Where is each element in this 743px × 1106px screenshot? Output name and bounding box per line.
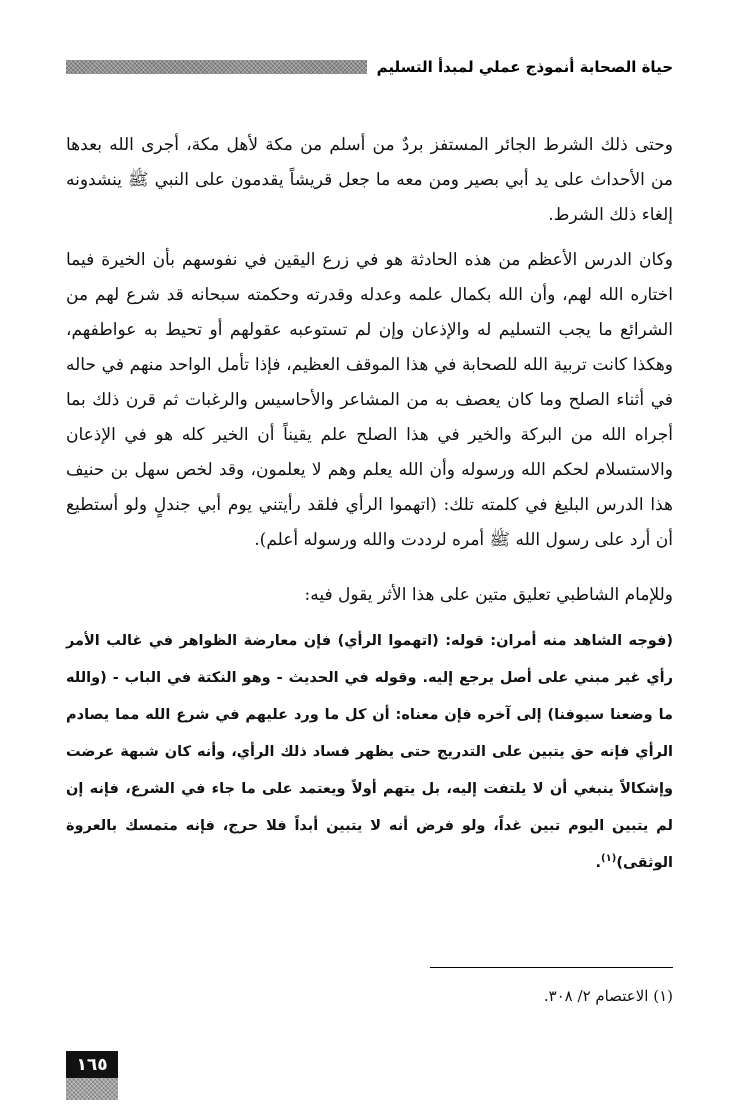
header-decorative-bar: [66, 60, 367, 74]
footnote: (١) الاعتصام ٢/ ٣٠٨.: [543, 987, 673, 1005]
page-body: [66, 128, 673, 882]
paragraph-2: وكان الدرس الأعظم من هذه الحادثة هو في زرع اليقين في نفوسهم بأن الخيرة فيما اختاره الله لهم، وأن الله بكمال علمه وعدله وقدرته وحكمته سبحانه قد شرع لهم من الشرائع ما يجب التسليم له والإذعان وإن لم تستوعبه عقولهم أو تحيط به عواطفهم، وهكذا كانت تربية الله للصحابة في هذا الموقف العظيم، فإذا تأمل الواحد منهم في حاله في أثناء الصلح وما كان يعصف به من المشاعر والأحاسيس والرغبات ثم قرن ذلك بما أجراه الله من البركة والخير في هذا الصلح علم يقيناً أن الخير كله هو في الإذعان والاستسلام لحكم الله ورسوله وأن الله يعلم وهم لا يعلمون، وقد لخص سهل بن حنيف هذا الدرس البليغ في كلمته تلك: (اتهموا الرأي فلقد رأيتني يوم أبي جندلٍ ولو أستطيع أن أرد على رسول الله ﷺ أمره لرددت والله ورسوله أعلم).: [66, 250, 673, 550]
page-number: ١٦٥: [66, 1051, 118, 1078]
quote-end: .: [595, 855, 602, 871]
quote-text: (فوجه الشاهد منه أمران: قوله: (اتهموا الرأي) فإن معارضة الظواهر في غالب الأمر رأي غير مبني على أصل يرجع إليه. وقوله في الحديث - وهو النكتة في الباب - (والله ما وضعنا سيوفنا) إلى آخره فإن معناه: أن كل ما ورد عليهم في شرع الله مما يصادم الرأي فإنه حق يتبين على التدريج حتى يظهر فساد ذلك الرأي، وأنه كان شبهة عرضت وإشكالاً ينبغي أن لا يلتفت إليه، بل يتهم أولاً ويعتمد على ما جاء في الشرع، فإنه إن لم يتبين اليوم تبين غداً، ولو فرض أنه لا يتبين أبداً فلا حرج، فإنه متمسك بالعروة الوثقى): [66, 633, 673, 871]
running-header: [66, 56, 673, 78]
footnote-divider: [430, 967, 673, 968]
footnote-ref[interactable]: (١): [601, 853, 617, 865]
page-number-decoration: [66, 1078, 118, 1100]
header-title: حياة الصحابة أنموذج عملي لمبدأ التسليم: [376, 58, 673, 76]
paragraph-3: وللإمام الشاطبي تعليق متين على هذا الأثر يقول فيه:: [304, 585, 673, 605]
shatibi-quote: [66, 623, 673, 882]
paragraph-1: وحتى ذلك الشرط الجائر المستفز بردٌ من أسلم من مكة لأهل مكة، أجرى الله بعدها من الأحداث على يد أبي بصير ومن معه ما جعل قريشاً يقدمون على النبي ﷺ ينشدونه إلغاء ذلك الشرط.: [66, 135, 673, 225]
